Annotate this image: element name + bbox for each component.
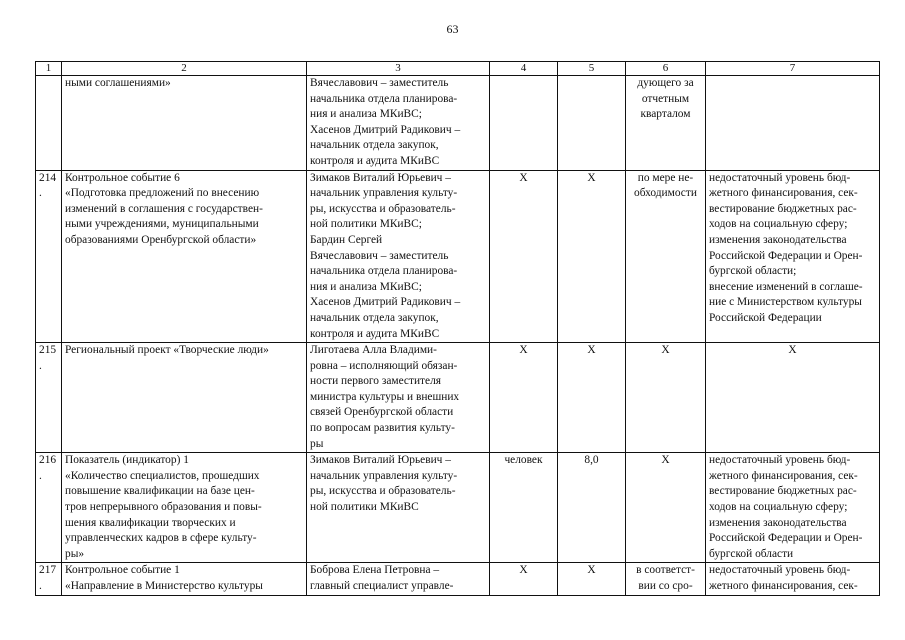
responsible-cell-line: ния и анализа МКиВС; xyxy=(310,280,422,293)
deadline-cell xyxy=(626,170,706,343)
risks-cell-line: Российской Федерации и Орен- xyxy=(709,532,863,545)
responsible-cell-line: Боброва Елена Петровна – xyxy=(310,564,440,577)
deadline-cell-line: Х xyxy=(661,344,670,357)
event-name-cell-line: ными учреждениями, муниципальными xyxy=(65,218,259,231)
event-name-cell-line: шения квалификации творческих и xyxy=(65,516,236,529)
deadline-cell-line: кварталом xyxy=(640,108,691,121)
responsible-cell xyxy=(307,170,490,343)
risks-cell-line: вестирование бюджетных рас- xyxy=(709,202,857,215)
value-cell xyxy=(558,76,626,171)
unit-cell: человек xyxy=(490,453,558,563)
risks-cell xyxy=(706,76,880,171)
deadline-cell xyxy=(626,563,706,595)
event-name-cell-line: образованиями Оренбургской области» xyxy=(65,233,257,246)
responsible-cell-line: Вячеславович – заместитель xyxy=(310,249,449,262)
responsible-cell-line: ности первого заместителя xyxy=(310,375,442,388)
column-header: 3 xyxy=(307,62,490,76)
event-name-cell xyxy=(62,170,307,343)
risks-cell-line: жетного финансирования, сек- xyxy=(709,469,858,482)
event-name-cell xyxy=(62,343,307,453)
table-row xyxy=(36,76,880,171)
event-name-cell-line: изменений в соглашения с государствен- xyxy=(65,202,263,215)
table-row xyxy=(36,453,880,563)
deadline-cell-line: дующего за xyxy=(637,77,694,89)
table-row xyxy=(36,563,880,595)
risks-cell-line: внесение изменений в соглаше- xyxy=(709,280,863,293)
risks-cell-line: жетного финансирования, сек- xyxy=(709,187,858,200)
deadline-cell-line: в соответст- xyxy=(636,564,695,577)
unit-cell: Х xyxy=(490,170,558,343)
risks-cell xyxy=(706,170,880,343)
event-name-cell-line: «Количество специалистов, прошедших xyxy=(65,469,260,482)
responsible-cell-line: контроля и аудита МКиВС xyxy=(310,327,440,340)
risks-cell-line: недостаточный уровень бюд- xyxy=(709,564,851,577)
row-number: 215. xyxy=(36,343,62,453)
risks-cell xyxy=(706,343,880,453)
row-number: 216. xyxy=(36,453,62,563)
risks-cell-line: недостаточный уровень бюд- xyxy=(709,454,851,467)
event-name-cell-line: Региональный проект «Творческие люди» xyxy=(65,344,269,357)
event-name-cell xyxy=(62,76,307,171)
value-cell: Х xyxy=(558,170,626,343)
page-number: 63 xyxy=(446,22,459,36)
risks-cell-line: бургской области xyxy=(709,547,794,560)
responsible-cell-line: Вячеславович – заместитель xyxy=(310,77,449,89)
row-number: 217. xyxy=(36,563,62,595)
event-name-cell-line: Показатель (индикатор) 1 xyxy=(65,454,189,467)
deadline-cell xyxy=(626,453,706,563)
value-cell: 8,0 xyxy=(558,453,626,563)
risks-cell-line: недостаточный уровень бюд- xyxy=(709,171,851,184)
responsible-cell-line: Бардин Сергей xyxy=(310,233,383,246)
responsible-cell-line: Хасенов Дмитрий Радикович – xyxy=(310,123,461,136)
event-name-cell-line: «Подготовка предложений по внесению xyxy=(65,187,260,200)
responsible-cell-line: Зимаков Виталий Юрьевич – xyxy=(310,171,451,184)
responsible-cell-line: начальника отдела планирова- xyxy=(310,265,458,278)
risks-cell-line: вестирование бюджетных рас- xyxy=(709,485,857,498)
responsible-cell-line: главный специалист управле- xyxy=(310,580,454,592)
responsible-cell-line: ной политики МКиВС xyxy=(310,501,419,514)
responsible-cell-line: начальник отдела закупок, xyxy=(310,311,439,324)
column-header: 6 xyxy=(626,62,706,76)
row-number: 214. xyxy=(36,170,62,343)
event-name-cell xyxy=(62,563,307,595)
column-header: 5 xyxy=(558,62,626,76)
responsible-cell-line: ры xyxy=(310,437,324,450)
risks-cell-line: ходов на социальную сферу; xyxy=(709,501,848,514)
responsible-cell-line: начальника отдела планирова- xyxy=(310,92,458,105)
table-header-row xyxy=(36,62,880,76)
risks-cell-line: Х xyxy=(788,344,797,357)
responsible-cell xyxy=(307,76,490,171)
risks-cell-line: ние с Министерством культуры xyxy=(709,296,862,309)
responsible-cell xyxy=(307,563,490,595)
deadline-cell-line: по мере не- xyxy=(637,171,694,184)
column-header: 4 xyxy=(490,62,558,76)
value-cell: Х xyxy=(558,563,626,595)
deadline-cell xyxy=(626,343,706,453)
responsible-cell-line: ния и анализа МКиВС; xyxy=(310,108,422,121)
risks-cell-line: бургской области; xyxy=(709,265,797,278)
risks-cell-line: изменения законодательства xyxy=(709,233,847,246)
column-header: 1 xyxy=(36,62,62,76)
responsible-cell-line: ры, искусства и образователь- xyxy=(310,202,456,215)
table-row xyxy=(36,170,880,343)
unit-cell: Х xyxy=(490,563,558,595)
responsible-cell-line: Зимаков Виталий Юрьевич – xyxy=(310,454,451,467)
responsible-cell-line: связей Оренбургской области xyxy=(310,406,454,419)
unit-cell: Х xyxy=(490,343,558,453)
responsible-cell-line: министра культуры и внешних xyxy=(310,390,460,403)
responsible-cell-line: ры, искусства и образователь- xyxy=(310,485,456,498)
table-row xyxy=(36,343,880,453)
responsible-cell-line: Хасенов Дмитрий Радикович – xyxy=(310,296,461,309)
event-name-cell-line: ры» xyxy=(65,547,85,560)
responsible-cell-line: начальник управления культу- xyxy=(310,469,458,482)
event-name-cell xyxy=(62,453,307,563)
event-name-cell-line: управленческих кадров в сфере культу- xyxy=(65,532,257,545)
deadline-cell-line: отчетным xyxy=(641,92,690,105)
responsible-cell-line: по вопросам развития культу- xyxy=(310,422,455,435)
unit-cell xyxy=(490,76,558,171)
value-cell: Х xyxy=(558,343,626,453)
deadline-cell-line: Х xyxy=(661,454,670,467)
column-header: 7 xyxy=(706,62,880,76)
event-name-cell-line: тров непрерывного образования и повы- xyxy=(65,501,262,514)
risks-cell-line: Российской Федерации xyxy=(709,311,822,324)
deadline-cell-line: вии со сро- xyxy=(638,580,693,592)
event-name-cell-line: «Направление в Министерство культуры xyxy=(65,580,263,592)
event-name-cell-line: повышение квалификации на базе цен- xyxy=(65,485,255,498)
column-header: 2 xyxy=(62,62,307,76)
risks-cell xyxy=(706,563,880,595)
row-number xyxy=(36,76,62,171)
responsible-cell-line: ной политики МКиВС; xyxy=(310,218,422,231)
event-name-cell-line: ными соглашениями» xyxy=(65,77,171,89)
responsible-cell-line: контроля и аудита МКиВС xyxy=(310,154,440,167)
deadline-cell xyxy=(626,76,706,171)
responsible-cell xyxy=(307,453,490,563)
event-name-cell-line: Контрольное событие 1 xyxy=(65,564,180,577)
event-name-cell-line: Контрольное событие 6 xyxy=(65,171,180,184)
risks-cell-line: изменения законодательства xyxy=(709,516,847,529)
responsible-cell xyxy=(307,343,490,453)
risks-cell-line: ходов на социальную сферу; xyxy=(709,218,848,231)
deadline-cell-line: обходимости xyxy=(634,187,697,200)
responsible-cell-line: ровна – исполняющий обязан- xyxy=(310,359,458,372)
responsible-cell-line: Лиготаева Алла Владими- xyxy=(310,344,437,357)
risks-cell-line: жетного финансирования, сек- xyxy=(709,580,858,592)
responsible-cell-line: начальник отдела закупок, xyxy=(310,139,439,152)
responsible-cell-line: начальник управления культу- xyxy=(310,187,458,200)
plan-table xyxy=(35,61,880,596)
risks-cell-line: Российской Федерации и Орен- xyxy=(709,249,863,262)
risks-cell xyxy=(706,453,880,563)
